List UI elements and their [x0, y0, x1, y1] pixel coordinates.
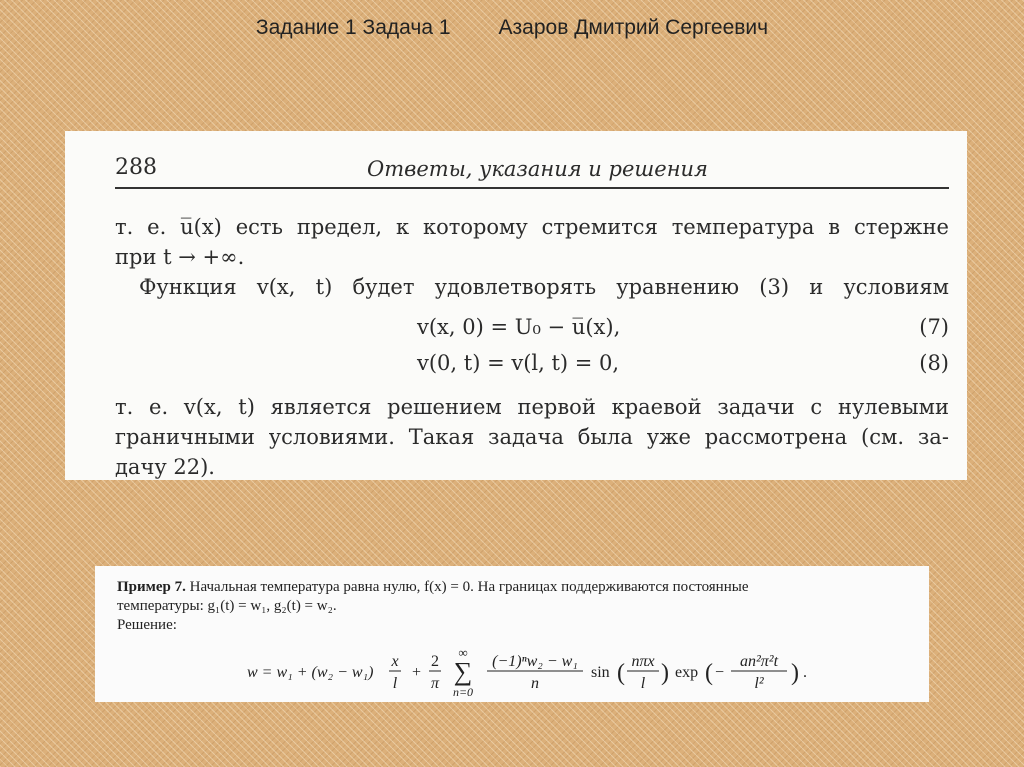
svg-text:2: 2 [431, 653, 439, 670]
svg-text:w = w₁ + (w₂ − w₁): w = w₁ + (w₂ − w₁) [247, 664, 374, 681]
page-header [115, 155, 949, 189]
svg-text:l: l [640, 675, 646, 692]
text-line: т. е. u̅(x) есть предел, к которому стремится температура в стержне [115, 215, 949, 239]
svg-text:x: x [391, 653, 399, 670]
svg-text:n: n [531, 675, 539, 692]
svg-text:+: + [412, 664, 422, 681]
equation-text: v(0, t) = v(l, t) = 0, [417, 351, 620, 375]
svg-text:(: ( [617, 660, 625, 686]
equation-number: (7) [919, 315, 949, 339]
equation-8 [417, 349, 949, 377]
svg-text:(−1)ⁿw₂ − w₁: (−1)ⁿw₂ − w₁ [492, 653, 578, 670]
svg-text:nπx: nπx [631, 653, 655, 670]
solution-formula [219, 646, 919, 700]
example-line: Пример 7. Начальная температура равна нулю, f(x) = 0. На границах поддерживаются постоянные [117, 579, 749, 595]
example-7-excerpt [95, 566, 929, 702]
text-line: дачу 22). [115, 455, 215, 479]
slide-title [0, 16, 1024, 40]
solution-label: Решение: [117, 617, 177, 633]
svg-text:): ) [661, 660, 669, 686]
svg-text:l: l [392, 675, 398, 692]
svg-text:.: . [803, 664, 807, 681]
text-line: граничными условиями. Такая задача была уже рассмотрена (см. за- [115, 425, 949, 449]
svg-text:π: π [430, 675, 440, 692]
svg-text:∞: ∞ [458, 646, 468, 660]
text-line: при t → +∞. [115, 245, 245, 269]
svg-text:n=0: n=0 [452, 685, 474, 699]
svg-text:sin: sin [591, 664, 610, 681]
equation-text: v(x, 0) = U₀ − u̅(x), [417, 315, 621, 339]
running-head: Ответы, указания и решения [367, 157, 708, 181]
scanned-page-excerpt [65, 131, 967, 480]
equation-7 [417, 313, 949, 341]
svg-text:(: ( [705, 660, 713, 686]
svg-text:exp: exp [675, 664, 699, 681]
text-line: т. е. v(x, t) является решением первой краевой задачи с нулевыми [115, 395, 949, 419]
svg-text:an²π²t: an²π²t [739, 653, 779, 670]
equation-number: (8) [919, 351, 949, 375]
svg-text:−: − [715, 664, 725, 681]
slide-title-task: Задание 1 Задача 1 [255, 16, 451, 39]
svg-text:): ) [791, 660, 799, 686]
example-label: Пример 7. [117, 579, 186, 595]
slide-title-author: Азаров Дмитрий Сергеевич [498, 16, 769, 39]
svg-text:∑: ∑ [453, 657, 473, 686]
page-number: 288 [115, 155, 157, 180]
text-line: Функция v(x, t) будет удовлетворять уравнению (3) и условиям [139, 275, 949, 299]
example-line: температуры: g₁(t) = w₁, g₂(t) = w₂. [117, 598, 337, 614]
svg-text:l²: l² [754, 675, 764, 692]
